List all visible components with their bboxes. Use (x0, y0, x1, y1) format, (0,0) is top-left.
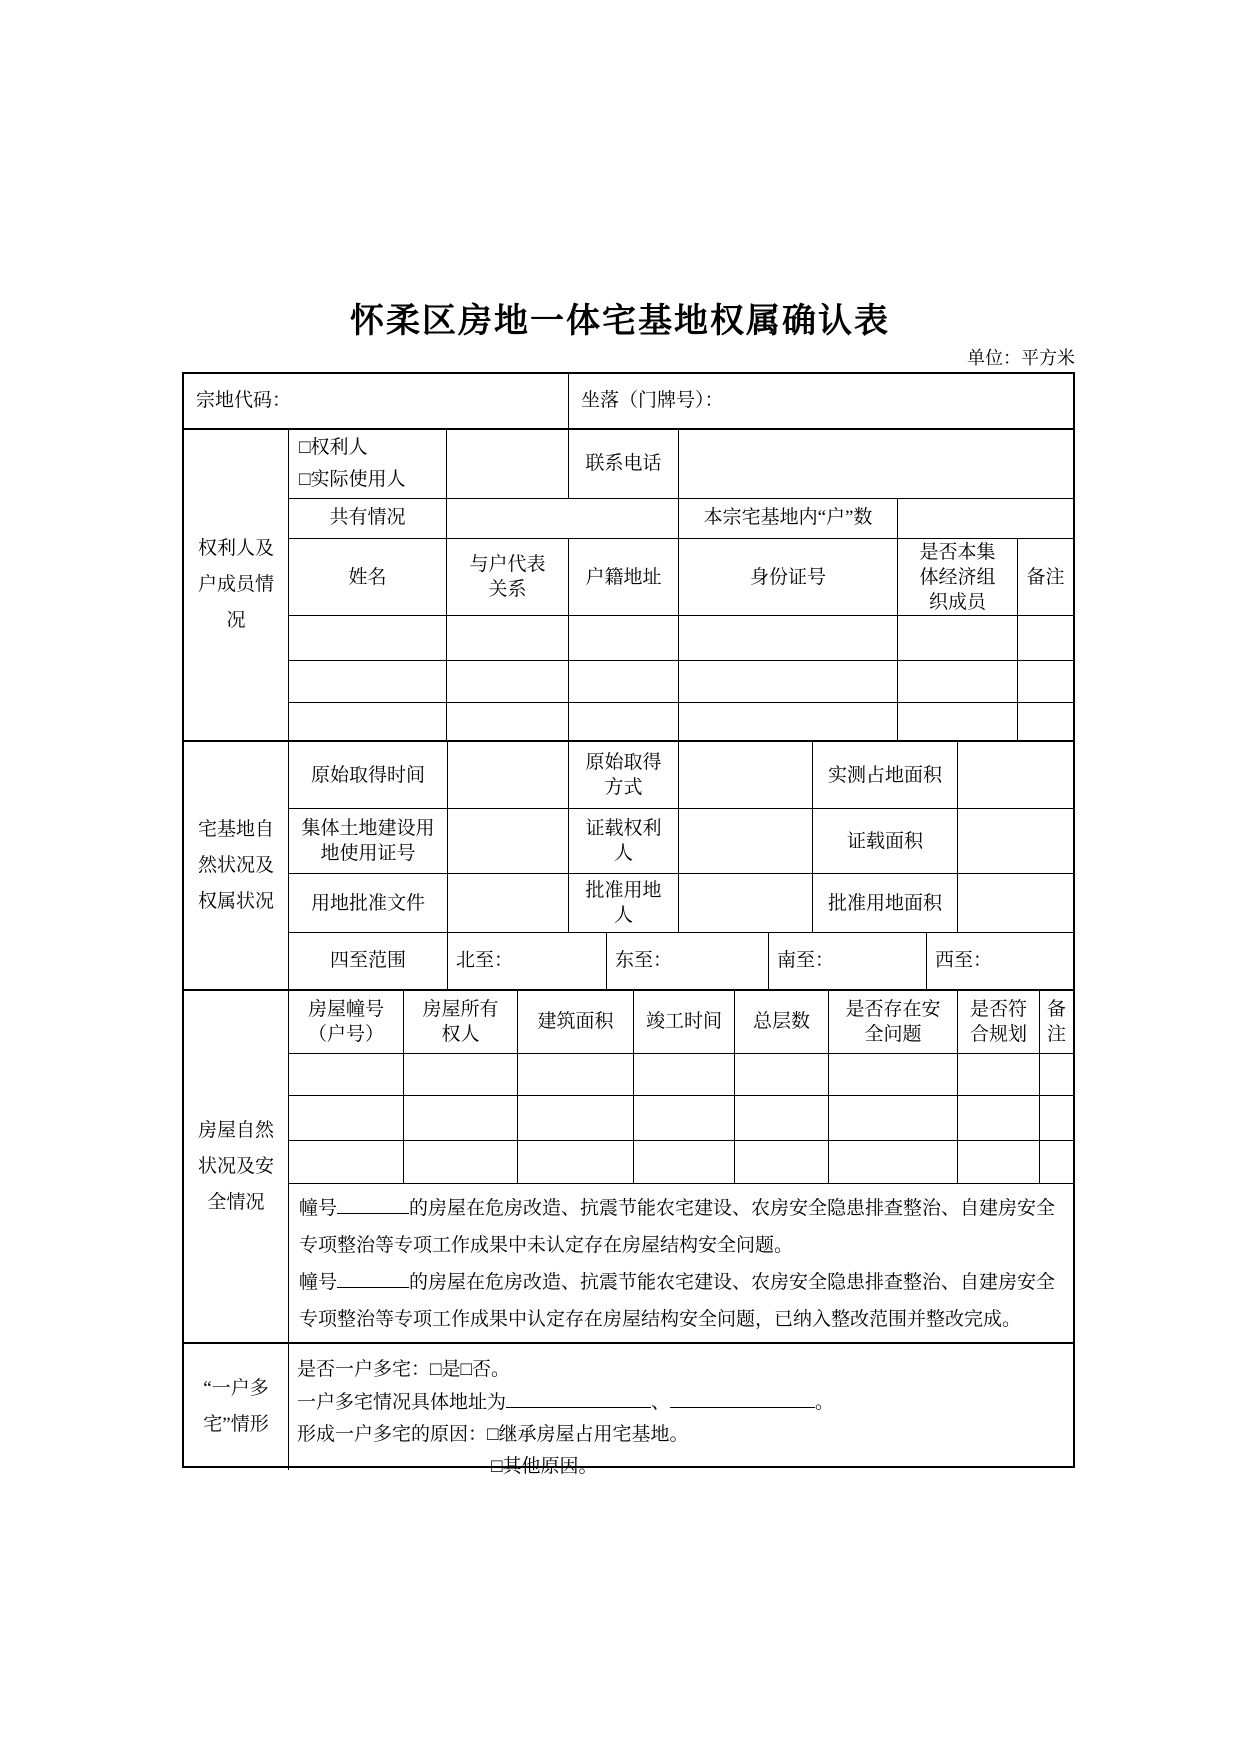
house-header-safety: 是否存在安全问题 (829, 991, 958, 1053)
empty-cell (289, 703, 447, 740)
empty-cell (679, 616, 898, 660)
empty-cell (1040, 1141, 1073, 1183)
co-ownership-label-cell: 共有情况 (289, 499, 447, 538)
original-acquire-way-value (679, 742, 813, 808)
form-title: 怀柔区房地一体宅基地权属确认表 (350, 303, 890, 340)
multi-homestead-other-reason-line: □其他原因。 (491, 1455, 598, 1477)
empty-cell (1018, 661, 1073, 702)
section-label-multi-homestead: “一户多宅”情形 (184, 1344, 289, 1470)
house-header-remark: 备注 (1046, 998, 1066, 1045)
house-header-area: 建筑面积 (518, 991, 634, 1053)
original-acquire-way-label: 原始取得方式 (569, 742, 679, 808)
multi-homestead-address-line: 一户多宅情况具体地址为 、 。 (297, 1386, 834, 1419)
house-header-owner: 房屋所有权人 (404, 991, 518, 1053)
address-blank-2 (670, 1386, 815, 1408)
house-header-planning: 是否符合规划 (958, 991, 1040, 1053)
contact-value-cell (679, 430, 1073, 498)
boundary-label-cell: 四至范围 (289, 933, 448, 989)
empty-cell (518, 1054, 634, 1096)
multi-homestead-reason-line: 形成一户多宅的原因：□继承房屋占用宅基地。 (297, 1423, 689, 1445)
empty-cell (289, 616, 447, 660)
empty-cell (735, 1141, 829, 1183)
ownership-confirmation-table (182, 372, 1075, 1477)
empty-cell (447, 616, 569, 660)
empty-cell (958, 1096, 1040, 1140)
boundary-west-cell: 西至： (935, 950, 993, 972)
empty-cell (447, 661, 569, 702)
section-label-house-safety: 房屋自然状况及安全情况 (184, 991, 289, 1342)
cert-area-value (958, 809, 1073, 872)
boundary-east-cell: 东至： (607, 933, 769, 989)
empty-cell (679, 703, 898, 740)
empty-cell (634, 1096, 735, 1140)
multi-homestead-question: 是否一户多宅：□是□否。 (297, 1359, 510, 1380)
building-no-blank (337, 1192, 409, 1214)
empty-cell (569, 616, 679, 660)
section-rights-holder (184, 428, 1073, 740)
approved-area-label: 批准用地面积 (813, 874, 958, 933)
empty-cell (1040, 1096, 1073, 1140)
approval-doc-label: 用地批准文件 (289, 874, 448, 933)
member-empty-row (289, 702, 1073, 740)
land-cert-no-label: 集体土地建设用地使用证号 (289, 809, 448, 872)
empty-cell (898, 616, 1018, 660)
safety-note1-prefix: 幢号 (299, 1197, 338, 1219)
member-empty-row (289, 615, 1073, 660)
house-header-no: 房屋幢号（户号） (289, 991, 404, 1053)
section-label-rights-holder: 权利人及户成员情况 (184, 430, 289, 740)
member-header-remark: 备注 (1026, 566, 1065, 588)
member-header-collective: 是否本集体经济组织成员 (898, 539, 1018, 616)
member-header-relation: 与户代表关系 (447, 539, 569, 616)
cert-holder-label: 证载权利人 (569, 809, 679, 872)
member-header-id: 身份证号 (679, 539, 898, 616)
address-blank-1 (506, 1386, 651, 1408)
land-cert-no-value (448, 809, 569, 872)
holder-checkbox-option: □权利人 (299, 436, 368, 458)
holder-name-empty-cell (447, 430, 569, 498)
empty-cell (569, 703, 679, 740)
empty-cell (289, 1141, 404, 1183)
empty-cell (735, 1054, 829, 1096)
empty-cell (518, 1096, 634, 1140)
empty-cell (404, 1096, 518, 1140)
empty-cell (569, 661, 679, 702)
empty-cell (404, 1141, 518, 1183)
empty-cell (958, 1141, 1040, 1183)
original-acquire-time-label: 原始取得时间 (289, 742, 448, 808)
empty-cell (898, 703, 1018, 740)
safety-note2-prefix: 幢号 (299, 1271, 338, 1293)
empty-cell (447, 703, 569, 740)
section-parcel (184, 374, 1073, 428)
house-empty-row (289, 1095, 1073, 1140)
empty-cell (634, 1054, 735, 1096)
safety-note2-text: 的房屋在危房改造、抗震节能农宅建设、农房安全隐患排查整治、自建房安全专项整治等专项工作成果中认定存在房屋结构安全问题，已纳入整改范围并整改完成。 (299, 1271, 1056, 1330)
empty-cell (1040, 1054, 1073, 1096)
location-cell: 坐落（门牌号）： (581, 390, 724, 412)
member-header-name: 姓名 (289, 539, 447, 616)
section-homestead-status (184, 740, 1073, 989)
house-header-completion: 竣工时间 (634, 991, 735, 1053)
member-empty-row (289, 660, 1073, 702)
empty-cell (829, 1096, 958, 1140)
measured-area-value (958, 742, 1073, 808)
multi-homestead-content-cell (289, 1344, 1073, 1477)
contact-label-cell: 联系电话 (569, 430, 679, 498)
unit-note: 单位：平方米 (967, 348, 1075, 368)
holder-type-cell (289, 430, 447, 498)
empty-cell (1018, 616, 1073, 660)
section-label-homestead-status: 宅基地自然状况及权属状况 (184, 742, 289, 989)
empty-cell (634, 1141, 735, 1183)
section-multi-homestead (184, 1342, 1073, 1477)
boundary-south-cell: 南至： (769, 933, 927, 989)
empty-cell (518, 1141, 634, 1183)
measured-area-label: 实测占地面积 (813, 742, 958, 808)
empty-cell (289, 1054, 404, 1096)
approved-area-value (958, 874, 1073, 933)
empty-cell (1018, 703, 1073, 740)
empty-cell (898, 661, 1018, 702)
households-label-cell: 本宗宅基地内“户”数 (679, 499, 898, 538)
empty-cell (289, 661, 447, 702)
empty-cell (679, 661, 898, 702)
house-empty-row (289, 1140, 1073, 1183)
cert-area-label: 证载面积 (813, 809, 958, 872)
households-value-cell (898, 499, 1073, 538)
empty-cell (735, 1096, 829, 1140)
approval-doc-value (448, 874, 569, 933)
empty-cell (958, 1054, 1040, 1096)
safety-note-cell (289, 1184, 1073, 1342)
parcel-code-cell: 宗地代码： (184, 374, 569, 428)
approved-user-label: 批准用地人 (569, 874, 679, 933)
co-ownership-value-cell (447, 499, 679, 538)
section-house-safety (184, 989, 1073, 1342)
house-header-floors: 总层数 (735, 991, 829, 1053)
boundary-north-cell: 北至： (448, 933, 607, 989)
safety-note1-text: 的房屋在危房改造、抗震节能农宅建设、农房安全隐患排查整治、自建房安全专项整治等专项工作成果中未认定存在房屋结构安全问题。 (299, 1197, 1056, 1256)
cert-holder-value (679, 809, 813, 872)
empty-cell (829, 1054, 958, 1096)
empty-cell (404, 1054, 518, 1096)
house-empty-row (289, 1053, 1073, 1096)
approved-user-value (679, 874, 813, 933)
original-acquire-time-value (448, 742, 569, 808)
empty-cell (289, 1096, 404, 1140)
actual-user-checkbox-option: □实际使用人 (299, 468, 406, 490)
empty-cell (829, 1141, 958, 1183)
member-header-address: 户籍地址 (569, 539, 679, 616)
building-no-blank (337, 1266, 409, 1288)
